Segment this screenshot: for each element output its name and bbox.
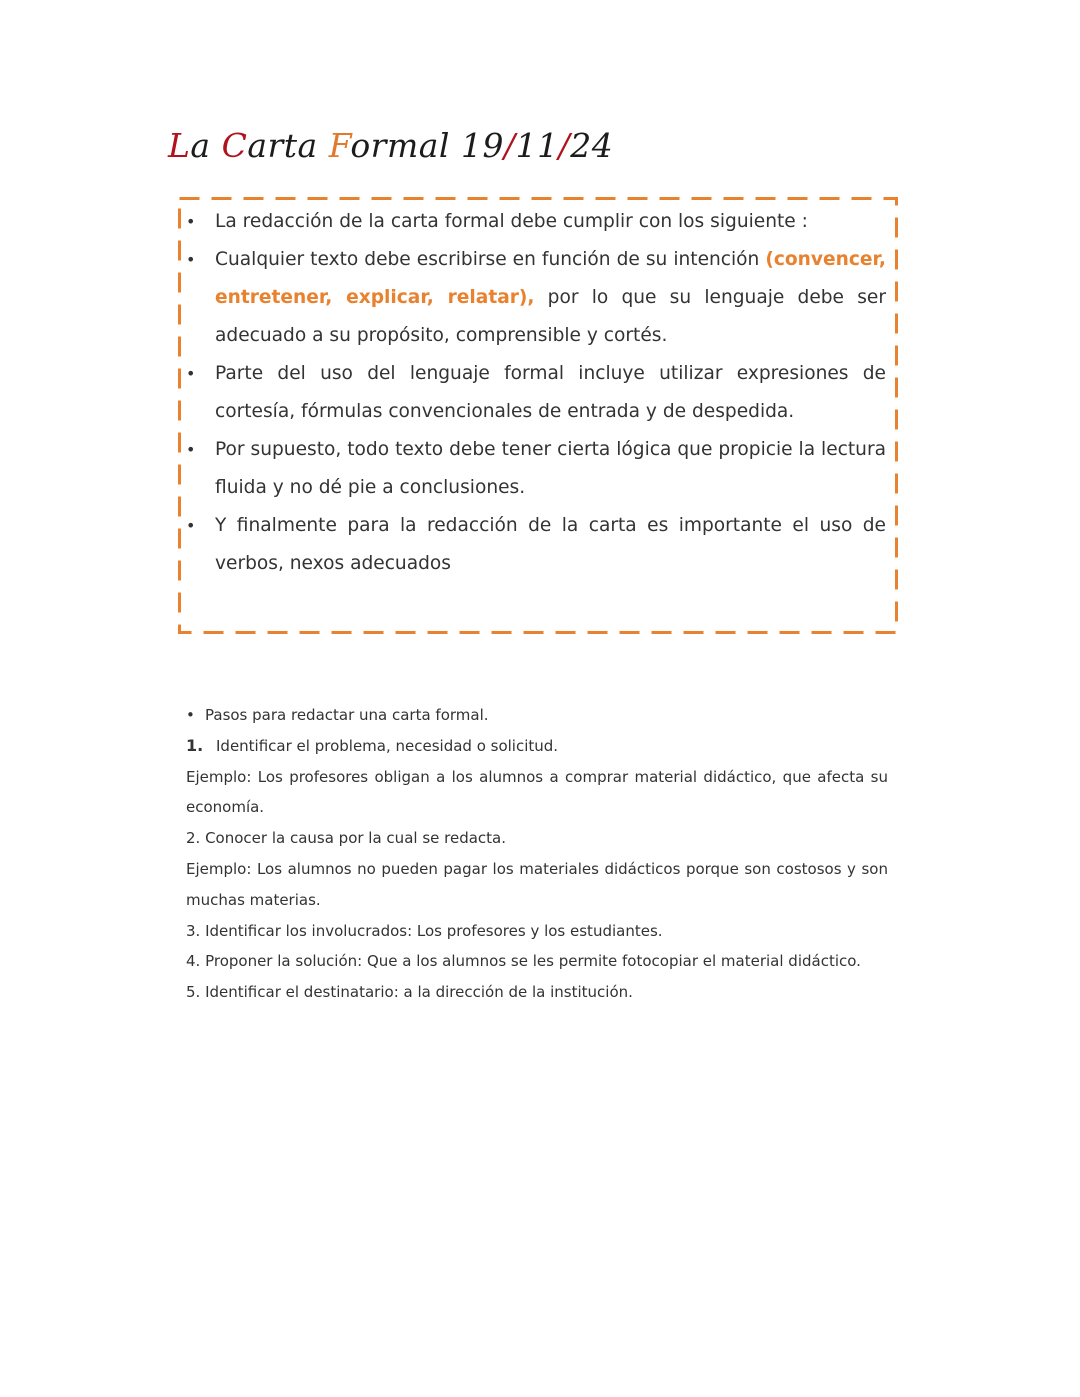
- title-letter: F: [328, 126, 351, 165]
- title-date-day: 19: [460, 126, 504, 165]
- step-text: Identificar el problema, necesidad o solicitud.: [216, 736, 559, 755]
- step-1: [186, 731, 888, 762]
- rule-item: [178, 507, 898, 583]
- steps-section: [186, 700, 888, 1008]
- example-2: Ejemplo: Los alumnos no pueden pagar los materiales didácticos porque son costosos y son muchas materias.: [186, 859, 888, 909]
- rule-text: Parte del uso del lenguaje formal incluye utilizar expresiones de cortesía, fórmulas convencionales de entrada y de despedida.: [215, 363, 886, 422]
- example-1: Ejemplo: Los profesores obligan a los alumnos a comprar material didáctico, que afecta su economía.: [186, 767, 888, 817]
- rule-text: La redacción de la carta formal debe cumplir con los siguiente :: [215, 211, 808, 232]
- rules-list: [178, 203, 898, 583]
- title-date-month: 11: [515, 126, 559, 165]
- title-date-separator: /: [558, 126, 571, 165]
- page-title: [168, 122, 613, 170]
- bullet-icon: •: [186, 364, 196, 383]
- title-letter: L: [168, 126, 191, 165]
- steps-heading: [186, 700, 888, 731]
- step-5: 5. Identificar el destinatario: a la dirección de la institución.: [186, 983, 633, 1002]
- step-3: 3. Identificar los involucrados: Los profesores y los estudiantes.: [186, 921, 663, 940]
- rule-text: Y finalmente para la redacción de la carta es importante el uso de verbos, nexos adecuados: [215, 515, 886, 574]
- bullet-icon: •: [186, 212, 196, 231]
- bullet-icon: •: [186, 250, 196, 269]
- step-number: 1.: [186, 735, 204, 755]
- rule-highlight: (convencer, entretener, explicar, relatar),: [215, 249, 886, 308]
- rule-text: Cualquier texto debe escribirse en función de su intención: [215, 249, 766, 270]
- title-text: ormal: [350, 126, 461, 165]
- step-2: 2. Conocer la causa por la cual se redacta.: [186, 829, 506, 848]
- rule-text: por lo que su lenguaje debe ser adecuado a su propósito, comprensible y cortés.: [215, 287, 886, 346]
- rule-item: [178, 431, 898, 507]
- title-text: arta: [247, 126, 329, 165]
- rule-item: [178, 203, 898, 241]
- title-text: a: [190, 126, 222, 165]
- rule-item: [178, 241, 898, 355]
- rules-box: [178, 197, 898, 634]
- rule-text: Por supuesto, todo texto debe tener cierta lógica que propicie la lectura fluida y no dé pie a conclusiones.: [215, 439, 886, 498]
- title-date-separator: /: [503, 126, 516, 165]
- rule-item: [178, 355, 898, 431]
- title-date-year: 24: [570, 126, 614, 165]
- title-letter: C: [221, 126, 248, 165]
- step-4: 4. Proponer la solución: Que a los alumnos se les permite fotocopiar el material didáctico.: [186, 952, 861, 971]
- steps-heading-text: Pasos para redactar una carta formal.: [205, 706, 489, 724]
- bullet-icon: •: [186, 440, 196, 459]
- bullet-icon: •: [186, 706, 195, 724]
- bullet-icon: •: [186, 516, 196, 535]
